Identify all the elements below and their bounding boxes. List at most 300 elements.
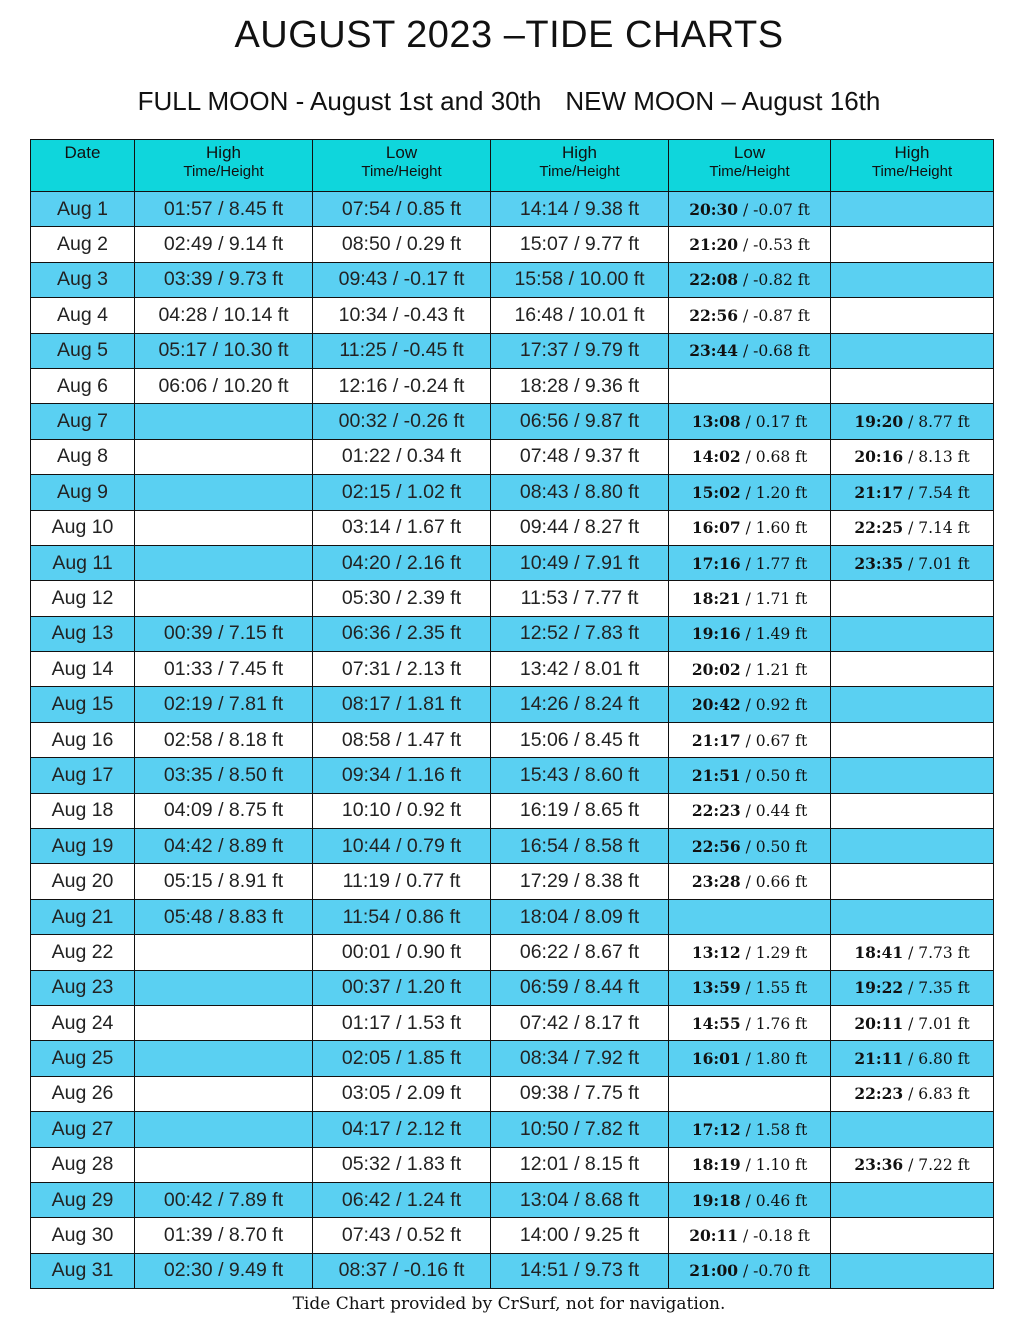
header-low-2: Low Time/Height: [669, 140, 831, 192]
tide-time: 18:19: [691, 1155, 741, 1175]
date-cell: Aug 27: [31, 1112, 135, 1147]
high-2-cell: 16:48 / 10.01 ft: [491, 298, 669, 333]
high-3-cell: [831, 439, 994, 474]
tide-time: 20:11: [689, 1226, 739, 1246]
tide-height: / 0.44 ft: [740, 802, 808, 821]
low-1-cell: 12:16 / -0.24 ft: [313, 368, 491, 403]
table-row: [31, 368, 994, 403]
high-3-cell: [831, 793, 994, 828]
high-2-cell: 14:26 / 8.24 ft: [491, 687, 669, 722]
low-1-cell: 07:54 / 0.85 ft: [313, 192, 491, 227]
table-row: [31, 439, 994, 474]
tide-time: 21:20: [689, 235, 739, 255]
high-1-cell: 05:17 / 10.30 ft: [135, 333, 313, 368]
low-1-cell: 08:50 / 0.29 ft: [313, 227, 491, 262]
high-1-cell: 02:58 / 8.18 ft: [135, 722, 313, 757]
high-2-cell: 16:54 / 8.58 ft: [491, 829, 669, 864]
low-2-cell: [669, 545, 831, 580]
high-2-cell: 07:48 / 9.37 ft: [491, 439, 669, 474]
low-2-cell: [669, 1076, 831, 1111]
tide-height: / 1.58 ft: [740, 1120, 808, 1139]
high-3-cell: [831, 262, 994, 297]
tide-time: 23:28: [691, 872, 741, 892]
date-cell: Aug 12: [31, 581, 135, 616]
date-cell: Aug 19: [31, 829, 135, 864]
tide-height: / 0.50 ft: [740, 766, 808, 785]
low-2-cell: [669, 793, 831, 828]
low-2-cell: [669, 652, 831, 687]
tide-height: / 0.68 ft: [740, 448, 808, 467]
low-1-cell: 11:54 / 0.86 ft: [313, 899, 491, 934]
high-3-cell: [831, 368, 994, 403]
high-3-cell: [831, 227, 994, 262]
low-1-cell: 08:58 / 1.47 ft: [313, 722, 491, 757]
tide-height: / 1.77 ft: [740, 554, 808, 573]
tide-height: / 1.71 ft: [740, 589, 808, 608]
tide-time: 22:23: [691, 801, 741, 821]
high-3-cell: [831, 687, 994, 722]
high-1-cell: [135, 1041, 313, 1076]
low-2-cell: [669, 722, 831, 757]
table-row: [31, 192, 994, 227]
high-2-cell: 07:42 / 8.17 ft: [491, 1005, 669, 1040]
low-1-cell: 00:01 / 0.90 ft: [313, 935, 491, 970]
date-cell: Aug 30: [31, 1218, 135, 1253]
low-2-cell: [669, 475, 831, 510]
header-low-1: Low Time/Height: [313, 140, 491, 192]
date-cell: Aug 1: [31, 192, 135, 227]
tide-time: 23:44: [689, 341, 739, 361]
high-3-cell: [831, 510, 994, 545]
low-2-cell: [669, 1112, 831, 1147]
low-1-cell: 03:14 / 1.67 ft: [313, 510, 491, 545]
table-row: [31, 1147, 994, 1182]
high-2-cell: 15:07 / 9.77 ft: [491, 227, 669, 262]
table-row: [31, 616, 994, 651]
high-1-cell: 03:35 / 8.50 ft: [135, 758, 313, 793]
high-3-cell: [831, 970, 994, 1005]
footer-note: Tide Chart provided by CrSurf, not for navigation.: [292, 1294, 726, 1314]
high-1-cell: 03:39 / 9.73 ft: [135, 262, 313, 297]
table-row: [31, 545, 994, 580]
tide-height: / 6.83 ft: [903, 1085, 970, 1104]
table-row: [31, 758, 994, 793]
high-1-cell: 06:06 / 10.20 ft: [135, 368, 313, 403]
tide-time: 16:07: [691, 518, 741, 538]
low-1-cell: 08:37 / -0.16 ft: [313, 1253, 491, 1288]
date-cell: Aug 23: [31, 970, 135, 1005]
low-2-cell: [669, 227, 831, 262]
tide-height: / -0.07 ft: [738, 200, 810, 219]
low-1-cell: 10:10 / 0.92 ft: [313, 793, 491, 828]
low-1-cell: 02:05 / 1.85 ft: [313, 1041, 491, 1076]
high-1-cell: [135, 1005, 313, 1040]
low-2-cell: [669, 758, 831, 793]
tide-height: / 7.22 ft: [903, 1156, 970, 1175]
tide-height: / -0.70 ft: [738, 1262, 810, 1281]
table-row: [31, 935, 994, 970]
tide-height: / 7.73 ft: [903, 943, 970, 962]
high-1-cell: [135, 475, 313, 510]
tide-height: / 0.67 ft: [740, 731, 808, 750]
table-row: [31, 510, 994, 545]
low-2-cell: [669, 616, 831, 651]
high-1-cell: 00:42 / 7.89 ft: [135, 1182, 313, 1217]
low-2-cell: [669, 864, 831, 899]
low-1-cell: 10:44 / 0.79 ft: [313, 829, 491, 864]
high-1-cell: 01:57 / 8.45 ft: [135, 192, 313, 227]
date-cell: Aug 2: [31, 227, 135, 262]
table-row: [31, 227, 994, 262]
low-1-cell: 08:17 / 1.81 ft: [313, 687, 491, 722]
low-1-cell: 07:43 / 0.52 ft: [313, 1218, 491, 1253]
low-1-cell: 04:17 / 2.12 ft: [313, 1112, 491, 1147]
tide-height: / 0.66 ft: [740, 873, 808, 892]
low-1-cell: 04:20 / 2.16 ft: [313, 545, 491, 580]
date-cell: Aug 4: [31, 298, 135, 333]
high-3-cell: [831, 616, 994, 651]
table-row: [31, 652, 994, 687]
tide-time: 20:42: [691, 695, 741, 715]
low-1-cell: 00:32 / -0.26 ft: [313, 404, 491, 439]
table-row: [31, 475, 994, 510]
high-2-cell: 17:37 / 9.79 ft: [491, 333, 669, 368]
tide-height: / 8.13 ft: [903, 448, 970, 467]
low-1-cell: 06:42 / 1.24 ft: [313, 1182, 491, 1217]
high-2-cell: 15:06 / 8.45 ft: [491, 722, 669, 757]
tide-height: / 0.50 ft: [740, 837, 808, 856]
table-row: [31, 1182, 994, 1217]
tide-time: 21:17: [691, 730, 741, 750]
tide-time: 21:17: [854, 482, 904, 502]
high-1-cell: [135, 1112, 313, 1147]
date-cell: Aug 15: [31, 687, 135, 722]
low-1-cell: 02:15 / 1.02 ft: [313, 475, 491, 510]
high-1-cell: 02:19 / 7.81 ft: [135, 687, 313, 722]
high-3-cell: [831, 935, 994, 970]
high-3-cell: [831, 722, 994, 757]
date-cell: Aug 29: [31, 1182, 135, 1217]
high-3-cell: [831, 404, 994, 439]
table-row: [31, 262, 994, 297]
date-cell: Aug 28: [31, 1147, 135, 1182]
table-header-row: [31, 140, 994, 192]
high-2-cell: 15:43 / 8.60 ft: [491, 758, 669, 793]
tide-height: / 7.01 ft: [903, 1014, 970, 1033]
date-cell: Aug 24: [31, 1005, 135, 1040]
high-2-cell: 11:53 / 7.77 ft: [491, 581, 669, 616]
tide-time: 14:02: [691, 447, 741, 467]
moon-phases: [0, 86, 1018, 117]
date-cell: Aug 18: [31, 793, 135, 828]
date-cell: Aug 10: [31, 510, 135, 545]
high-3-cell: [831, 1005, 994, 1040]
low-2-cell: [669, 970, 831, 1005]
date-cell: Aug 20: [31, 864, 135, 899]
tide-time: 20:30: [689, 199, 739, 219]
header-high-3: High Time/Height: [831, 140, 994, 192]
tide-time: 18:41: [854, 942, 904, 962]
date-cell: Aug 21: [31, 899, 135, 934]
high-3-cell: [831, 475, 994, 510]
table-row: [31, 581, 994, 616]
tide-time: 22:08: [689, 270, 739, 290]
date-cell: Aug 5: [31, 333, 135, 368]
tide-height: / -0.68 ft: [738, 342, 810, 361]
high-2-cell: 18:04 / 8.09 ft: [491, 899, 669, 934]
low-2-cell: [669, 192, 831, 227]
tide-height: / 8.77 ft: [903, 413, 970, 432]
tide-height: / 1.29 ft: [740, 943, 808, 962]
date-cell: Aug 3: [31, 262, 135, 297]
table-row: [31, 722, 994, 757]
table-row: [31, 1005, 994, 1040]
table-row: [31, 1218, 994, 1253]
date-cell: Aug 11: [31, 545, 135, 580]
tide-height: / -0.82 ft: [738, 271, 810, 290]
high-3-cell: [831, 899, 994, 934]
tide-time: 17:16: [691, 553, 741, 573]
table-row: [31, 864, 994, 899]
full-moon-text: FULL MOON - August 1st and 30th: [137, 86, 542, 116]
tide-height: / 7.54 ft: [903, 483, 970, 502]
tide-time: 20:02: [691, 659, 741, 679]
low-1-cell: 00:37 / 1.20 ft: [313, 970, 491, 1005]
high-2-cell: 17:29 / 8.38 ft: [491, 864, 669, 899]
high-3-cell: [831, 298, 994, 333]
high-2-cell: 09:44 / 8.27 ft: [491, 510, 669, 545]
table-row: [31, 1041, 994, 1076]
tide-height: / 1.10 ft: [740, 1156, 808, 1175]
tide-time: 13:12: [691, 942, 741, 962]
high-1-cell: [135, 1076, 313, 1111]
high-3-cell: [831, 864, 994, 899]
table-row: [31, 1112, 994, 1147]
high-1-cell: [135, 935, 313, 970]
low-1-cell: 01:22 / 0.34 ft: [313, 439, 491, 474]
high-2-cell: 13:42 / 8.01 ft: [491, 652, 669, 687]
low-1-cell: 05:32 / 1.83 ft: [313, 1147, 491, 1182]
low-2-cell: [669, 899, 831, 934]
tide-height: / 6.80 ft: [903, 1050, 970, 1069]
high-2-cell: 12:52 / 7.83 ft: [491, 616, 669, 651]
table-row: [31, 793, 994, 828]
high-3-cell: [831, 1041, 994, 1076]
high-3-cell: [831, 333, 994, 368]
tide-time: 18:21: [691, 588, 741, 608]
low-2-cell: [669, 404, 831, 439]
tide-height: / 7.14 ft: [903, 519, 970, 538]
high-3-cell: [831, 545, 994, 580]
low-2-cell: [669, 262, 831, 297]
header-date: Date: [31, 140, 135, 192]
tide-height: / 1.76 ft: [740, 1014, 808, 1033]
date-cell: Aug 22: [31, 935, 135, 970]
tide-height: / -0.18 ft: [738, 1227, 810, 1246]
tide-time: 17:12: [691, 1119, 741, 1139]
high-3-cell: [831, 1253, 994, 1288]
tide-time: 13:59: [691, 978, 741, 998]
date-cell: Aug 9: [31, 475, 135, 510]
high-2-cell: 10:49 / 7.91 ft: [491, 545, 669, 580]
high-1-cell: 02:49 / 9.14 ft: [135, 227, 313, 262]
tide-height: / 0.92 ft: [740, 696, 808, 715]
tide-time: 13:08: [691, 412, 741, 432]
high-2-cell: 16:19 / 8.65 ft: [491, 793, 669, 828]
tide-time: 20:16: [854, 447, 904, 467]
tide-time: 21:00: [689, 1261, 739, 1281]
low-1-cell: 11:25 / -0.45 ft: [313, 333, 491, 368]
low-2-cell: [669, 333, 831, 368]
high-2-cell: 14:51 / 9.73 ft: [491, 1253, 669, 1288]
tide-height: / 1.49 ft: [740, 625, 808, 644]
date-cell: Aug 6: [31, 368, 135, 403]
low-1-cell: 03:05 / 2.09 ft: [313, 1076, 491, 1111]
tide-height: / -0.87 ft: [738, 306, 810, 325]
header-high-2: High Time/Height: [491, 140, 669, 192]
tide-height: / 1.60 ft: [740, 519, 808, 538]
tide-time: 23:35: [854, 553, 904, 573]
tide-time: 21:11: [854, 1049, 904, 1069]
high-2-cell: 06:59 / 8.44 ft: [491, 970, 669, 1005]
date-cell: Aug 8: [31, 439, 135, 474]
tide-height: / 7.01 ft: [903, 554, 970, 573]
tide-table-body: [31, 192, 994, 1289]
low-2-cell: [669, 581, 831, 616]
high-1-cell: [135, 439, 313, 474]
table-row: [31, 899, 994, 934]
tide-time: 19:18: [691, 1190, 741, 1210]
high-3-cell: [831, 1112, 994, 1147]
low-2-cell: [669, 439, 831, 474]
new-moon-text: NEW MOON – August 16th: [565, 86, 881, 116]
high-3-cell: [831, 1218, 994, 1253]
tide-time: 22:23: [854, 1084, 904, 1104]
low-1-cell: 01:17 / 1.53 ft: [313, 1005, 491, 1040]
table-row: [31, 1076, 994, 1111]
low-2-cell: [669, 1005, 831, 1040]
date-cell: Aug 17: [31, 758, 135, 793]
date-cell: Aug 31: [31, 1253, 135, 1288]
high-1-cell: 04:09 / 8.75 ft: [135, 793, 313, 828]
tide-height: / 1.21 ft: [740, 660, 808, 679]
high-1-cell: 01:33 / 7.45 ft: [135, 652, 313, 687]
tide-time: 20:11: [854, 1013, 904, 1033]
high-1-cell: [135, 581, 313, 616]
high-3-cell: [831, 1147, 994, 1182]
date-cell: Aug 26: [31, 1076, 135, 1111]
tide-time: 19:16: [691, 624, 741, 644]
header-high-1: High Time/Height: [135, 140, 313, 192]
high-2-cell: 10:50 / 7.82 ft: [491, 1112, 669, 1147]
date-cell: Aug 16: [31, 722, 135, 757]
high-1-cell: 01:39 / 8.70 ft: [135, 1218, 313, 1253]
tide-time: 22:56: [691, 836, 741, 856]
low-2-cell: [669, 935, 831, 970]
low-2-cell: [669, 1218, 831, 1253]
low-2-cell: [669, 510, 831, 545]
high-3-cell: [831, 192, 994, 227]
low-1-cell: 07:31 / 2.13 ft: [313, 652, 491, 687]
low-1-cell: 11:19 / 0.77 ft: [313, 864, 491, 899]
high-3-cell: [831, 758, 994, 793]
table-row: [31, 687, 994, 722]
tide-table: [30, 139, 994, 1289]
high-3-cell: [831, 652, 994, 687]
low-2-cell: [669, 687, 831, 722]
high-1-cell: [135, 970, 313, 1005]
tide-time: 16:01: [691, 1049, 741, 1069]
high-1-cell: 05:15 / 8.91 ft: [135, 864, 313, 899]
high-2-cell: 06:22 / 8.67 ft: [491, 935, 669, 970]
date-cell: Aug 25: [31, 1041, 135, 1076]
tide-time: 21:51: [691, 765, 741, 785]
low-2-cell: [669, 1147, 831, 1182]
low-1-cell: 09:34 / 1.16 ft: [313, 758, 491, 793]
low-1-cell: 10:34 / -0.43 ft: [313, 298, 491, 333]
high-3-cell: [831, 1076, 994, 1111]
high-1-cell: 02:30 / 9.49 ft: [135, 1253, 313, 1288]
tide-height: / 0.17 ft: [740, 413, 808, 432]
tide-height: / 1.20 ft: [740, 483, 808, 502]
tide-time: 22:56: [689, 305, 739, 325]
table-row: [31, 1253, 994, 1288]
table-row: [31, 298, 994, 333]
tide-height: / 1.80 ft: [740, 1050, 808, 1069]
table-row: [31, 333, 994, 368]
page-title: AUGUST 2023 –TIDE CHARTS: [234, 14, 784, 56]
tide-time: 19:20: [854, 412, 904, 432]
tide-height: / -0.53 ft: [738, 236, 810, 255]
high-2-cell: 15:58 / 10.00 ft: [491, 262, 669, 297]
tide-time: 19:22: [854, 978, 904, 998]
high-2-cell: 18:28 / 9.36 ft: [491, 368, 669, 403]
high-2-cell: 12:01 / 8.15 ft: [491, 1147, 669, 1182]
high-1-cell: [135, 510, 313, 545]
table-row: [31, 404, 994, 439]
low-2-cell: [669, 368, 831, 403]
low-2-cell: [669, 1041, 831, 1076]
low-2-cell: [669, 1182, 831, 1217]
low-2-cell: [669, 829, 831, 864]
low-2-cell: [669, 1253, 831, 1288]
tide-time: 23:36: [854, 1155, 904, 1175]
tide-time: 14:55: [691, 1013, 741, 1033]
tide-height: / 7.35 ft: [903, 979, 970, 998]
high-1-cell: [135, 404, 313, 439]
tide-height: / 1.55 ft: [740, 979, 808, 998]
high-1-cell: [135, 545, 313, 580]
high-2-cell: 13:04 / 8.68 ft: [491, 1182, 669, 1217]
table-row: [31, 970, 994, 1005]
high-2-cell: 08:43 / 8.80 ft: [491, 475, 669, 510]
high-2-cell: 06:56 / 9.87 ft: [491, 404, 669, 439]
high-1-cell: [135, 1147, 313, 1182]
low-1-cell: 06:36 / 2.35 ft: [313, 616, 491, 651]
high-1-cell: 04:28 / 10.14 ft: [135, 298, 313, 333]
high-2-cell: 14:00 / 9.25 ft: [491, 1218, 669, 1253]
date-cell: Aug 7: [31, 404, 135, 439]
table-row: [31, 829, 994, 864]
tide-time: 22:25: [854, 518, 904, 538]
tide-height: / 0.46 ft: [740, 1191, 808, 1210]
high-2-cell: 09:38 / 7.75 ft: [491, 1076, 669, 1111]
low-2-cell: [669, 298, 831, 333]
high-3-cell: [831, 1182, 994, 1217]
high-1-cell: 05:48 / 8.83 ft: [135, 899, 313, 934]
tide-time: 15:02: [691, 482, 741, 502]
high-3-cell: [831, 581, 994, 616]
